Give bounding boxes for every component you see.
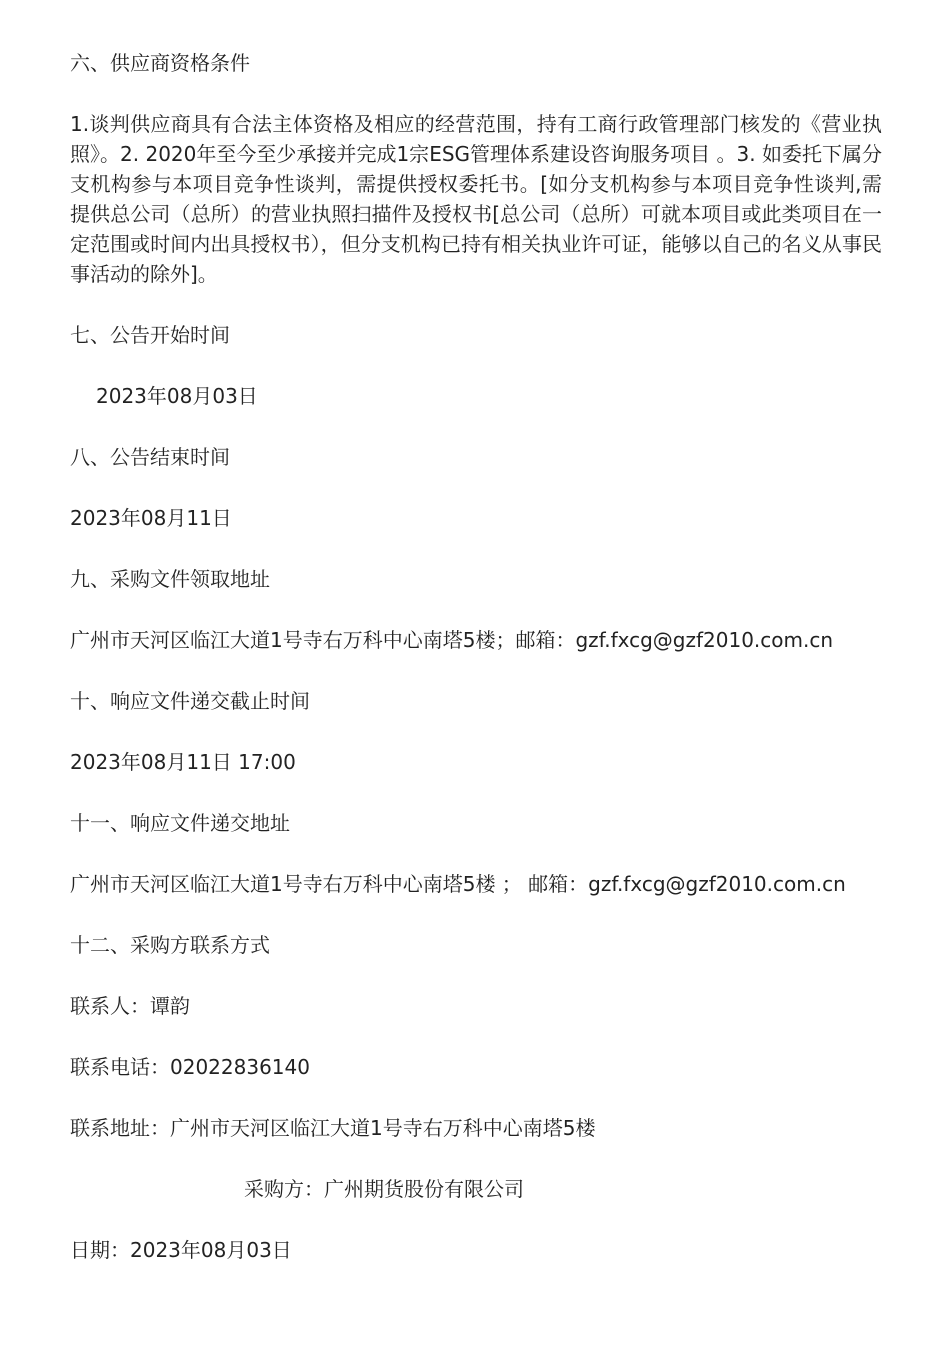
submission-deadline: 2023年08月11日 17:00: [70, 750, 296, 774]
contact-person: 联系人：谭韵: [70, 994, 190, 1018]
document-date: 日期：2023年08月03日: [70, 1238, 292, 1262]
announcement-start-date: 2023年08月03日: [96, 384, 258, 408]
section-9-heading: 九、采购文件领取地址: [70, 567, 270, 591]
section-10-heading: 十、响应文件递交截止时间: [70, 689, 310, 713]
purchaser-signature: 采购方：广州期货股份有限公司: [244, 1177, 524, 1201]
submission-address: 广州市天河区临江大道1号寺右万科中心南塔5楼 ； 邮箱：gzf.fxcg@gzf2010.com.cn: [70, 872, 846, 896]
section-11-heading: 十一、响应文件递交地址: [70, 811, 290, 835]
contact-address: 联系地址：广州市天河区临江大道1号寺右万科中心南塔5楼: [70, 1116, 596, 1140]
section-6-body: 1.谈判供应商具有合法主体资格及相应的经营范围，持有工商行政管理部门核发的《营业执照》。2. 2020年至今至少承接并完成1宗ESG管理体系建设咨询服务项目 。3. 如委托下属分支机构参与本项目竞争性谈判，需提供授权委托书。[如分支机构参与本项目竞争性谈判,需提供总公司（总所）的营业执照扫描件及授权书[总公司（总所）可就本项目或此类项目在一定范围或时间内出具授权书），但分支机构已持有相关执业许可证，能够以自己的名义从事民事活动的除外]。: [70, 112, 882, 286]
section-12-heading: 十二、采购方联系方式: [70, 933, 270, 957]
contact-phone: 联系电话：02022836140: [70, 1055, 310, 1079]
section-6-heading: 六、供应商资格条件: [70, 51, 250, 75]
section-7-heading: 七、公告开始时间: [70, 323, 230, 347]
announcement-end-date: 2023年08月11日: [70, 506, 232, 530]
section-8-heading: 八、公告结束时间: [70, 445, 230, 469]
document-pickup-address: 广州市天河区临江大道1号寺右万科中心南塔5楼；邮箱：gzf.fxcg@gzf2010.com.cn: [70, 628, 834, 652]
